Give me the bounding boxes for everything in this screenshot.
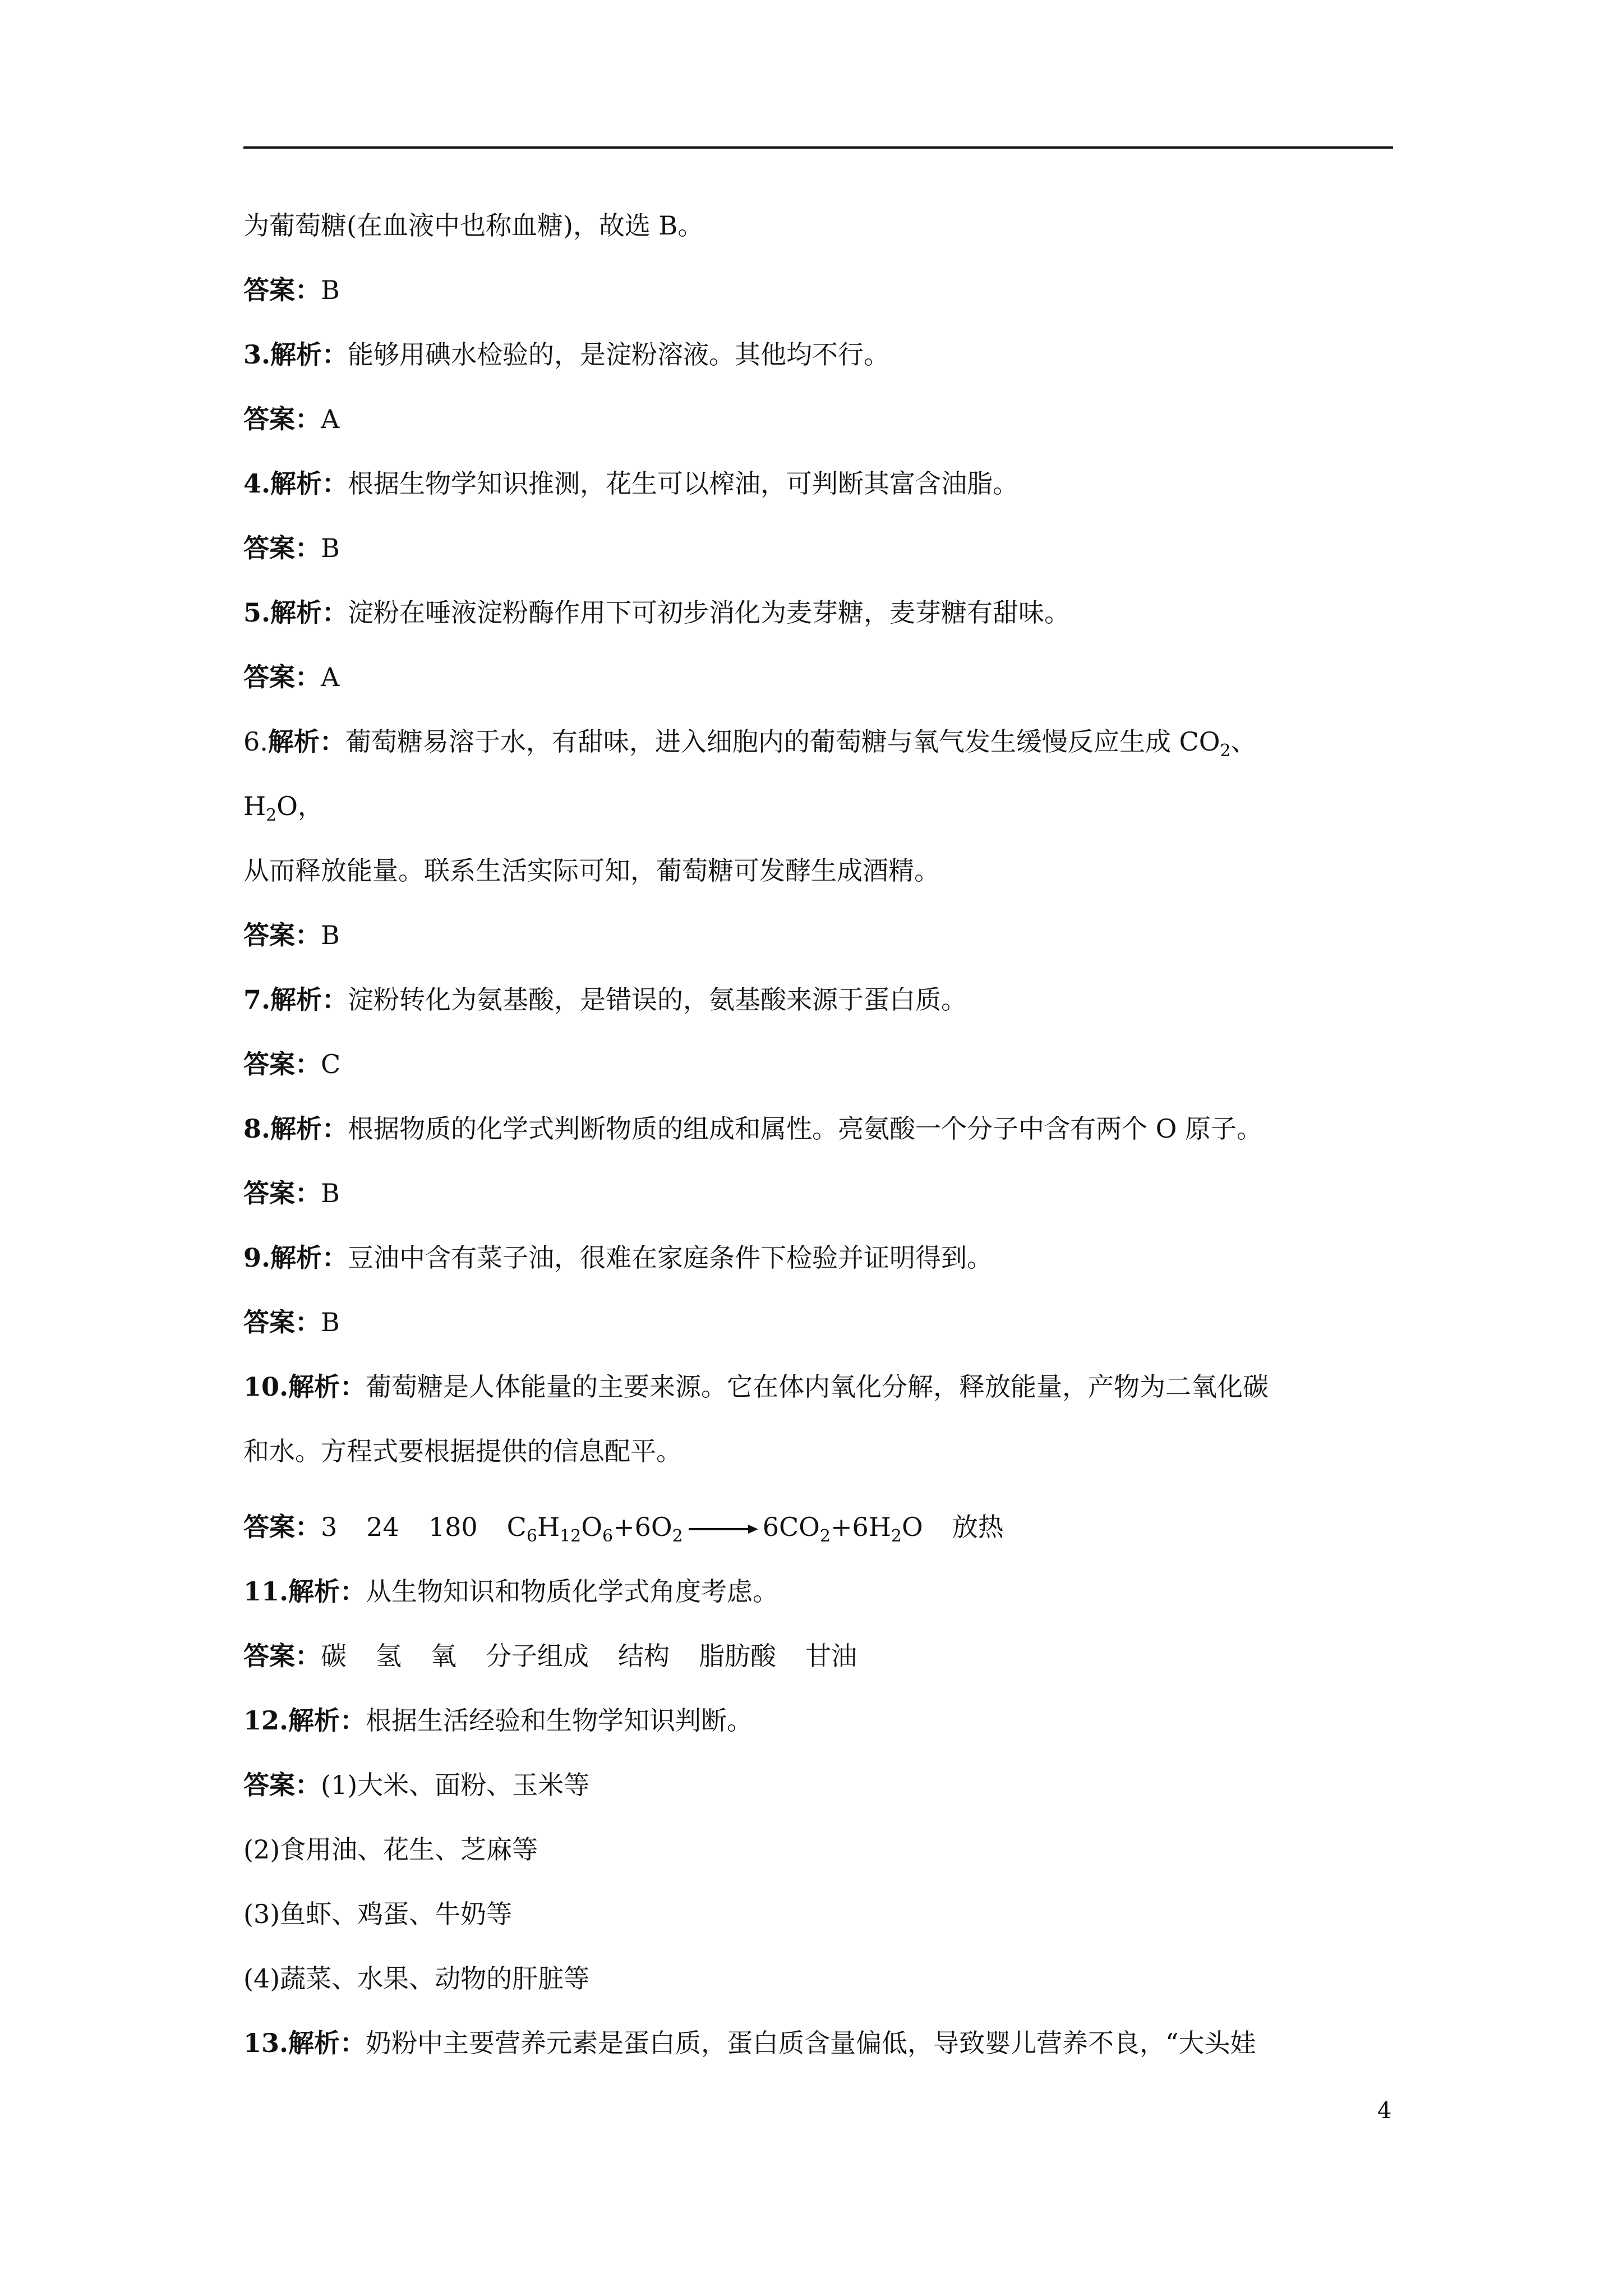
analysis-line — [243, 1370, 1399, 1404]
chemical-equation — [506, 1512, 923, 1547]
formula-text: 6CO — [762, 1512, 820, 1542]
subscript: 6 — [526, 1526, 537, 1547]
analysis-line-3 — [243, 854, 1399, 887]
item-number: 4. — [243, 468, 271, 499]
answer-part: 氢 — [376, 1641, 402, 1671]
item-number: 10. — [243, 1372, 289, 1402]
answer-label: 答案： — [243, 1307, 321, 1337]
subscript: 12 — [560, 1526, 582, 1547]
answer-line — [243, 1305, 1399, 1339]
answer-part: 180 — [428, 1512, 478, 1542]
formula-text: +6O — [613, 1512, 672, 1542]
analysis-label: 解析： — [270, 984, 348, 1015]
analysis-label: 解析： — [288, 1372, 366, 1402]
answer-line-more — [243, 1833, 1399, 1866]
item-number: 6. — [243, 726, 268, 757]
answer-value: B — [321, 275, 340, 305]
item-number: 3. — [243, 339, 271, 370]
formula-text: +6H — [830, 1512, 891, 1542]
analysis-line-2 — [243, 789, 1399, 826]
answer-line — [243, 1047, 1399, 1081]
answer-line-more — [243, 1897, 1399, 1931]
answer-part: 结构 — [618, 1641, 670, 1671]
answer-line — [243, 660, 1399, 694]
analysis-line — [243, 1241, 1399, 1274]
reaction-arrow-icon — [686, 1522, 759, 1536]
answer-label: 答案： — [243, 920, 321, 950]
analysis-text: 根据物质的化学式判断物质的组成和属性。亮氨酸一个分子中含有两个 O 原子。 — [348, 1114, 1262, 1144]
formula-text: O — [902, 1512, 923, 1542]
item-number: 8. — [243, 1114, 271, 1144]
analysis-text: 能够用碘水检验的，是淀粉溶液。其他均不行。 — [348, 339, 890, 370]
analysis-text: 淀粉转化为氨基酸，是错误的，氨基酸来源于蛋白质。 — [348, 984, 967, 1015]
analysis-text: 和水。方程式要根据提供的信息配平。 — [243, 1436, 682, 1466]
analysis-line — [243, 467, 1399, 500]
analysis-label: 解析： — [270, 339, 348, 370]
analysis-text: 从生物知识和物质化学式角度考虑。 — [366, 1576, 779, 1607]
answer-value: A — [321, 404, 340, 434]
analysis-line — [243, 1575, 1399, 1608]
item-number: 9. — [243, 1243, 271, 1273]
analysis-label: 解析： — [288, 1705, 366, 1736]
answer-part: 3 — [321, 1512, 338, 1542]
analysis-line — [243, 1704, 1399, 1737]
answer-label: 答案： — [243, 404, 321, 434]
subscript: 2 — [891, 1526, 902, 1547]
subscript: 2 — [1220, 741, 1231, 761]
answer-part: 甘油 — [805, 1641, 857, 1671]
item-number: 13. — [243, 2028, 289, 2058]
formula-text: H — [537, 1512, 560, 1542]
analysis-text: 从而释放能量。联系生活实际可知，葡萄糖可发酵生成酒精。 — [243, 855, 940, 886]
continuation-text: 为葡萄糖(在血液中也称血糖)，故选 B。 — [243, 210, 704, 241]
analysis-text: 奶粉中主要营养元素是蛋白质，蛋白质含量偏低，导致婴儿营养不良，“大头娃 — [366, 2028, 1256, 2058]
answer-line — [243, 918, 1399, 952]
answer-value: B — [321, 1307, 340, 1337]
answer-label: 答案： — [243, 1178, 321, 1208]
analysis-line-2 — [243, 1434, 1399, 1468]
answer-value: (2)食用油、花生、芝麻等 — [243, 1834, 538, 1865]
analysis-line — [243, 2026, 1399, 2060]
analysis-line — [243, 1112, 1399, 1145]
answer-value: B — [321, 533, 340, 563]
analysis-line — [243, 725, 1399, 761]
answer-line — [243, 1639, 1399, 1673]
analysis-line — [243, 338, 1399, 371]
analysis-text: 根据生物学知识推测，花生可以榨油，可判断其富含油脂。 — [348, 468, 1019, 499]
answer-value: (3)鱼虾、鸡蛋、牛奶等 — [243, 1899, 513, 1929]
analysis-text-tail: 、 — [1230, 726, 1257, 757]
answer-part: 脂肪酸 — [699, 1641, 776, 1671]
analysis-label: 解析： — [288, 1576, 366, 1607]
answer-label: 答案： — [243, 275, 321, 305]
answer-value: A — [321, 662, 340, 692]
answer-value: B — [321, 920, 340, 950]
analysis-label: 解析： — [270, 1114, 348, 1144]
continuation-line — [243, 209, 1399, 242]
item-number: 11. — [243, 1576, 289, 1607]
answer-label: 答案： — [243, 1641, 321, 1671]
page-number: 4 — [1377, 2098, 1392, 2124]
answer-part: 分子组成 — [486, 1641, 589, 1671]
answer-label: 答案： — [243, 1770, 321, 1800]
analysis-label: 解析： — [270, 468, 348, 499]
item-number: 7. — [243, 984, 271, 1015]
analysis-label: 解析： — [270, 597, 348, 628]
answer-line — [243, 531, 1399, 565]
subscript: 2 — [819, 1526, 831, 1547]
answer-line — [243, 1510, 1399, 1547]
subscript: 2 — [266, 806, 277, 826]
page-content — [243, 209, 1399, 2091]
answer-line — [243, 1176, 1399, 1210]
analysis-text: 葡萄糖易溶于水，有甜味，进入细胞内的葡萄糖与氧气发生缓慢反应生成 CO — [345, 726, 1220, 757]
subscript: 6 — [602, 1526, 614, 1547]
header-rule — [243, 146, 1393, 149]
formula-text: C — [506, 1512, 527, 1542]
analysis-line — [243, 983, 1399, 1016]
answer-line-more — [243, 1962, 1399, 1995]
analysis-text: 葡萄糖是人体能量的主要来源。它在体内氧化分解，释放能量，产物为二氧化碳 — [366, 1372, 1269, 1402]
answer-line — [243, 402, 1399, 436]
analysis-label: 解析： — [270, 1243, 348, 1273]
answer-value: (4)蔬菜、水果、动物的肝脏等 — [243, 1963, 590, 1994]
formula-text: H — [243, 791, 266, 821]
answer-part: 碳 — [321, 1641, 347, 1671]
analysis-line — [243, 596, 1399, 629]
formula-text: O — [581, 1512, 602, 1542]
analysis-label: 解析： — [288, 2028, 366, 2058]
answer-label: 答案： — [243, 1049, 321, 1079]
answer-value: C — [321, 1049, 341, 1079]
answer-part: 24 — [366, 1512, 399, 1542]
answer-line — [243, 273, 1399, 307]
analysis-text: 根据生活经验和生物学知识判断。 — [366, 1705, 753, 1736]
subscript: 2 — [672, 1526, 683, 1547]
answer-line — [243, 1768, 1399, 1802]
analysis-text: 豆油中含有菜子油，很难在家庭条件下检验并证明得到。 — [348, 1243, 993, 1273]
answer-value: B — [321, 1178, 340, 1208]
answer-label: 答案： — [243, 1512, 321, 1542]
answer-part: 氧 — [431, 1641, 457, 1671]
analysis-label: 解析： — [268, 726, 345, 757]
analysis-text: 淀粉在唾液淀粉酶作用下可初步消化为麦芽糖，麦芽糖有甜味。 — [348, 597, 1071, 628]
formula-text: O， — [276, 791, 324, 821]
answer-part: 放热 — [952, 1512, 1004, 1542]
answer-value: (1)大米、面粉、玉米等 — [321, 1770, 590, 1800]
answer-label: 答案： — [243, 533, 321, 563]
item-number: 12. — [243, 1705, 289, 1736]
item-number: 5. — [243, 597, 271, 628]
answer-label: 答案： — [243, 662, 321, 692]
